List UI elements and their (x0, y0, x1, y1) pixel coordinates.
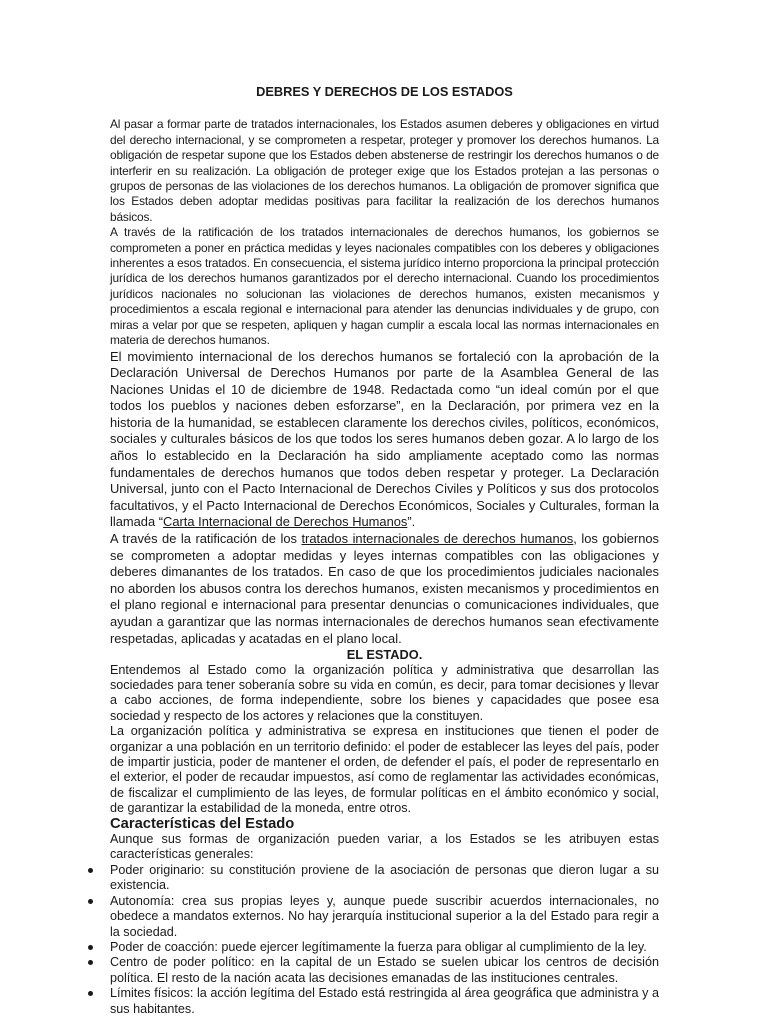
paragraph-movimiento-end: ”. (407, 514, 416, 530)
paragraph-movimiento-text: El movimiento internacional de los derechos humanos se fortaleció con la aprobación de la Declaración Universal de Derechos Humanos por parte de la Asamblea General de las Naciones Unidas el 10 de diciembre de 1948. Redactada como “un ideal común por el que todos los pueblos y naciones deben esforzarse”, en la Declaración, por primera vez en la historia de la humanidad, se establecen claramente los derechos civiles, políticos, económicos, sociales y culturales básicos de los que todos los seres humanos deben gozar. A lo largo de los años lo establecido en la Declaración ha sido ampliamente aceptado como las normas fundamentales de derechos humanos que todos deben respetar y proteger. La Declaración Universal, junto con el Pacto Internacional de Derechos Civiles y Políticos y sus dos protocolos facultativos, y el Pacto Internacional de Derechos Económicos, Sociales y Culturales, forman la llamada “ (110, 348, 659, 530)
tratados-internacionales-link[interactable]: tratados internacionales de derechos humanos (301, 531, 574, 547)
bullet-icon (88, 960, 93, 965)
paragraph-tratados-end: , los gobiernos se comprometen a adoptar medidas y leyes internas compatibles con las obligaciones y deberes dimanantes de los tratados. En caso de que los procedimientos judiciales nacionales no aborden los abusos contra los derechos humanos, existen mecanismos y procedimientos en el plano regional e internacional para presentar denuncias o comunicaciones individuales, que ayudan a garantizar que las normas internacionales de derechos humanos sean efectivamente respetadas, aplicadas y acatadas en el plano local. (110, 531, 659, 646)
document-body (110, 84, 659, 1017)
section-title-estado: EL ESTADO. (346, 647, 423, 663)
characteristic-text: Autonomía: crea sus propias leyes y, aunque puede suscribir acuerdos internacionales, no obedece a mandatos externos. No hay jerarquía institucional superior a la del Estado para regir a la sociedad. (110, 893, 659, 939)
bullet-icon (88, 899, 93, 904)
paragraph-ratificacion: A través de la ratificación de los tratados internacionales de derechos humanos, los gobiernos se comprometen a poner en práctica medidas y leyes nacionales compatibles con los deberes y obligaciones inherentes a esos tratados. En consecuencia, el sistema jurídico interno proporciona la principal protección jurídica de los derechos humanos garantizados por el derecho internacional. Cuando los procedimientos jurídicos nacionales no solucionan las violaciones de derechos humanos, existen mecanismos y procedimientos a escala regional e internacional para atender las denuncias individuales y de grupo, con miras a velar por que se respeten, apliquen y hagan cumplir a escala local las normas internacionales en materia de derechos humanos. (110, 225, 659, 348)
list-item (110, 986, 659, 1017)
bullet-icon (88, 945, 93, 950)
bullet-icon (88, 868, 93, 873)
document-title: DEBRES Y DERECHOS DE LOS ESTADOS (256, 84, 513, 99)
carta-internacional-link[interactable]: Carta Internacional de Derechos Humanos (163, 514, 408, 530)
characteristic-text: Poder de coacción: puede ejercer legítimamente la fuerza para obligar al cumplimiento de la ley. (110, 939, 647, 954)
characteristic-text: Centro de poder político: en la capital de un Estado se suelen ubicar los centros de decisión política. El resto de la nación acata las decisiones emanadas de las instituciones centrales. (110, 955, 659, 985)
paragraph-tratados (110, 531, 659, 647)
list-item (110, 894, 659, 940)
list-item (110, 940, 659, 955)
characteristic-text: Poder originario: su constitución proviene de la asociación de personas que dieron lugar a su existencia. (110, 862, 659, 893)
paragraph-estado-organizacion: La organización política y administrativa se expresa en instituciones que tienen el poder de organizar a una población en un territorio definido: el poder de establecer las leyes del país, poder de impartir justicia, poder de mantener el orden, de defender el país, el poder de representarlo en el exterior, el poder de recaudar impuestos, así como de reglamentar las actividades económicas, de fiscalizar el cumplimiento de las leyes, de formular políticas en el ámbito económico y social, de garantizar la estabilidad de la moneda, entre otros. (110, 724, 659, 816)
characteristics-list (110, 863, 659, 1017)
paragraph-deberes: Al pasar a formar parte de tratados internacionales, los Estados asumen deberes y obligaciones en virtud del derecho internacional, y se comprometen a respetar, proteger y promover los derechos humanos. La obligación de respetar supone que los Estados deben abstenerse de restringir los derechos humanos o de interferir en su realización. La obligación de proteger exige que los Estados protejan a las personas o grupos de personas de las violaciones de los derechos humanos. La obligación de promover significa que los Estados deben adoptar medidas positivas para facilitar la realización de los derechos humanos básicos. (110, 117, 659, 224)
characteristic-text: Límites físicos: la acción legítima del Estado está restringida al área geográfica que administra y a sus habitantes. (110, 986, 659, 1016)
subheading-caracteristicas: Características del Estado (110, 815, 295, 832)
paragraph-movimiento (110, 349, 659, 532)
list-item (110, 863, 659, 894)
paragraph-caracteristicas-intro: Aunque sus formas de organización pueden variar, a los Estados se les atribuyen estas características generales: (110, 832, 659, 862)
list-item (110, 955, 659, 986)
bullet-icon (88, 991, 93, 996)
paragraph-tratados-start: A través de la ratificación de los (110, 531, 302, 547)
paragraph-estado-definicion: Entendemos al Estado como la organización política y administrativa que desarrollan las sociedades para tener soberanía sobre su vida en común, es decir, para tomar decisiones y llevar a cabo acciones, de forma independiente, sobre los bienes y capacidades que posee esa sociedad y respecto de los actores y relaciones que la constituyen. (110, 662, 659, 723)
